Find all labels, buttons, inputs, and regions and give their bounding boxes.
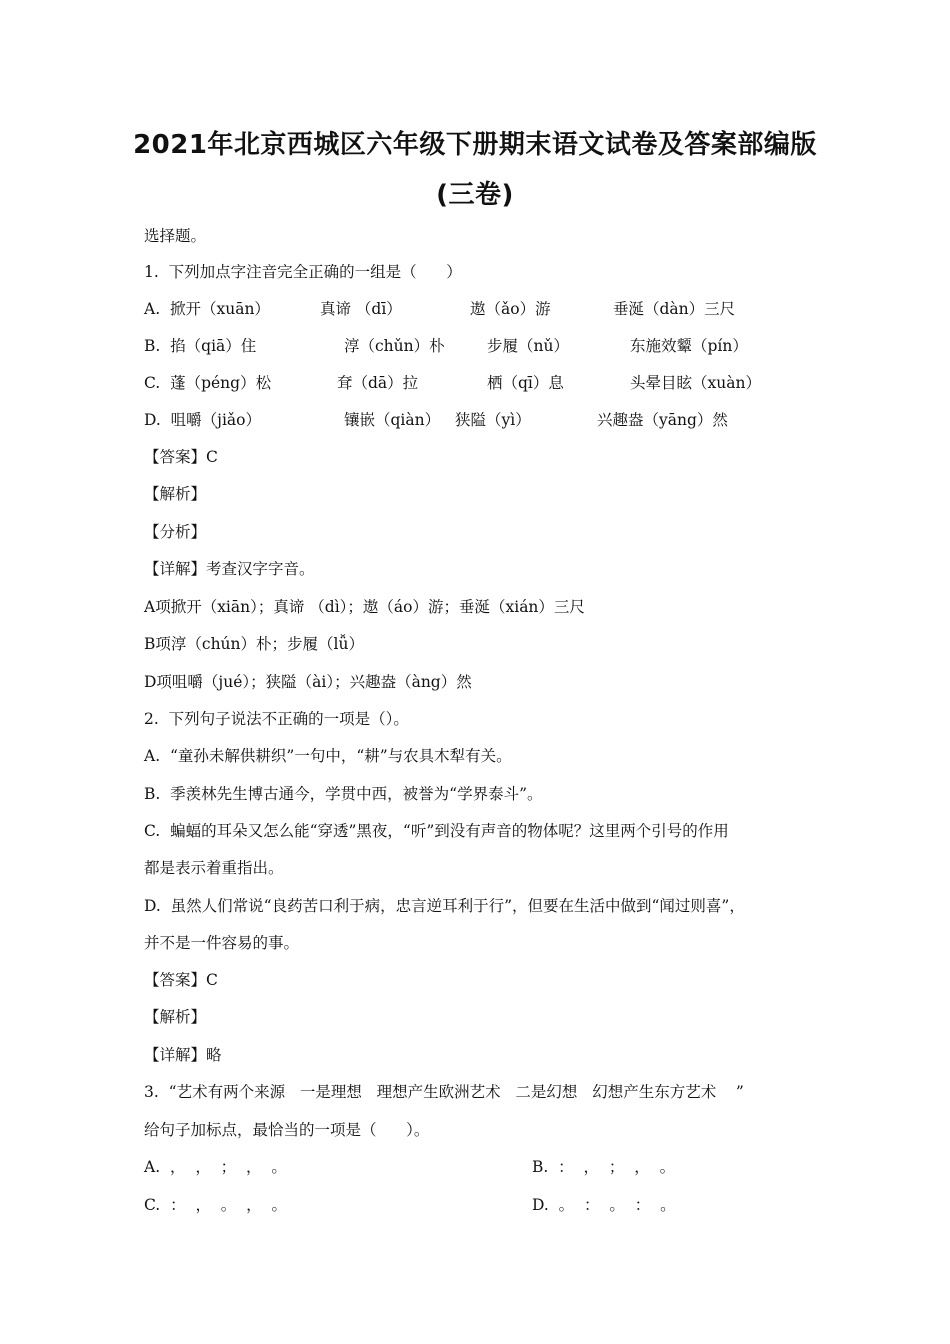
q2-jiexi: 【解析】 <box>144 1008 207 1026</box>
q1-optD-2: 镶嵌（qiàn） <box>344 411 441 429</box>
q1-optC-2: 耷（dā）拉 <box>337 374 419 392</box>
q3-stem-line1: 3. “艺术有两个来源 一是理想 理想产生欧洲艺术 二是幻想 幻想产生东方艺术 ” <box>144 1083 744 1101</box>
document-title-line2: (三卷) <box>436 180 514 210</box>
q2-optC-line1: C. 蝙蝠的耳朵又怎么能“穿透”黑夜，“听”到没有声音的物体呢？这里两个引号的作用 <box>144 822 729 840</box>
q2-optC-line2: 都是表示着重指出。 <box>144 859 284 877</box>
q1-optB-1: B. 掐（qiā）住 <box>144 337 257 355</box>
document-title-line1: 2021年北京西城区六年级下册期末语文试卷及答案部编版 <box>133 130 817 160</box>
q3-optD: D. 。 ： 。 ： 。 <box>532 1196 676 1214</box>
q1-optA-4: 垂涎（dàn）三尺 <box>613 300 736 318</box>
q1-explain-d: D项咀嚼（jué）；狭隘（ài）；兴趣盎（àng）然 <box>144 673 472 691</box>
q1-optA-3: 遨（ǎo）游 <box>470 300 551 318</box>
q1-optA-2: 真谛 （dī） <box>320 300 402 318</box>
q1-optD-3: 狭隘（yì） <box>455 411 531 429</box>
q2-detail: 【详解】略 <box>144 1046 222 1064</box>
q1-optB-3: 步履（nǔ） <box>487 337 569 355</box>
q3-optA: A. ， ， ； ， 。 <box>144 1158 287 1176</box>
q2-optD-line2: 并不是一件容易的事。 <box>144 934 300 952</box>
q1-explain-a: A项掀开（xiān）；真谛 （dì）；遨（áo）游；垂涎（xián）三尺 <box>144 598 585 616</box>
q1-optD-1: D. 咀嚼（jiǎo） <box>144 411 261 429</box>
q3-optB: B. ： ， ； ， 。 <box>532 1158 676 1176</box>
q3-stem-line2: 给句子加标点，最恰当的一项是（ ）。 <box>144 1121 430 1139</box>
q1-detail: 【详解】考查汉字字音。 <box>144 560 315 578</box>
q1-optD-4: 兴趣盎（yāng）然 <box>597 411 728 429</box>
q2-answer: 【答案】C <box>144 971 218 989</box>
q2-optD-line1: D. 虽然人们常说“良药苦口利于病，忠言逆耳利于行”，但要在生活中做到“闻过则喜”， <box>144 897 745 915</box>
q1-fenxi: 【分析】 <box>144 523 207 541</box>
q1-answer: 【答案】C <box>144 448 218 466</box>
q1-optB-4: 东施效颦（pín） <box>630 337 748 355</box>
q1-optC-4: 头晕目眩（xuàn） <box>630 374 761 392</box>
section-heading: 选择题。 <box>144 227 207 245</box>
q1-optC-1: C. 蓬（péng）松 <box>144 374 272 392</box>
q1-stem: 1. 下列加点字注音完全正确的一组是（ ） <box>144 263 462 281</box>
q1-optC-3: 栖（qī）息 <box>487 374 564 392</box>
q1-optA-1: A. 掀开（xuān） <box>144 300 270 318</box>
q1-explain-b: B项淳（chún）朴；步履（lǚ） <box>144 635 364 653</box>
q2-optA: A. “童孙未解供耕织”一句中，“耕”与农具木犁有关。 <box>144 747 512 765</box>
q2-optB: B. 季羡林先生博古通今，学贯中西，被誉为“学界泰斗”。 <box>144 785 543 803</box>
q3-optC: C. ： ， 。 ， 。 <box>144 1196 288 1214</box>
q1-jiexi: 【解析】 <box>144 485 207 503</box>
q1-optB-2: 淳（chǔn）朴 <box>344 337 445 355</box>
q2-stem: 2. 下列句子说法不正确的一项是（）。 <box>144 710 409 728</box>
